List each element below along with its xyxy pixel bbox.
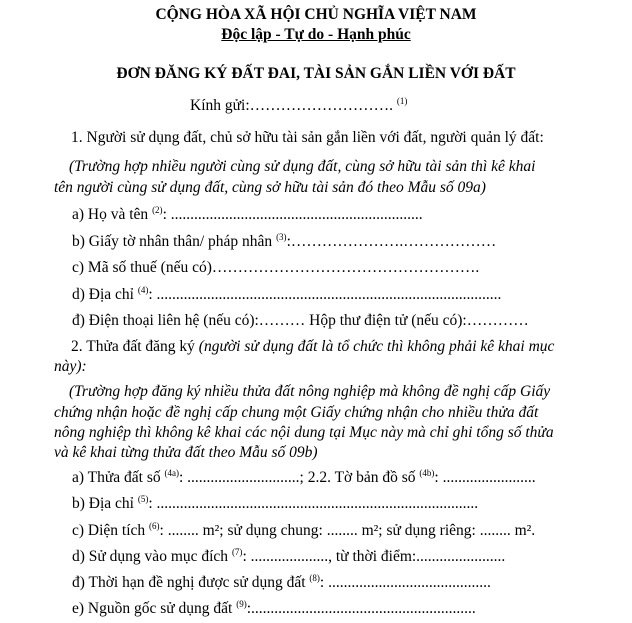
contact-field: đ) Điện thoại liên hệ (nếu có):……… Hộp thư điện tử (nếu có):………… [72,312,529,329]
area-sup: (6) [149,521,160,531]
term-label: đ) Thời hạn đề nghị được sử dụng đất [72,574,310,591]
address-fill: : ......................................................................................... [148,286,502,303]
section2-note-line4: và kê khai từng thửa đất theo Mẫu số 09b) [54,444,318,461]
id-label: b) Giấy tờ nhân thân/ pháp nhân [72,233,277,250]
tax-field: c) Mã số thuế (nếu có)……………………………………………. [72,259,480,276]
id-fill: :………………….……………… [286,233,497,250]
section2-heading-note: (người sử dụng đất là tổ chức thì không phải kê khai mục [198,338,555,355]
parcel-field [72,469,536,487]
name-fill: : ................................................................. [162,206,423,223]
map-sup: (4b) [419,468,435,478]
form-title: ĐƠN ĐĂNG KÝ ĐẤT ĐAI, TÀI SẢN GẮN LIỀN VỚI ĐẤT [116,65,516,82]
address-field [72,286,501,304]
address-sup: (4) [137,285,149,295]
purpose-label: d) Sử dụng vào mục đích [72,548,232,565]
section2-heading-note2: này): [54,358,87,375]
greeting-text: Kính gửi:………………………. [190,97,397,114]
motto: Độc lập - Tự do - Hạnh phúc [221,26,411,43]
map-fill: : ........................ [434,469,536,486]
parcel-address-label: b) Địa chỉ [72,495,138,512]
greeting-note: (1) [396,96,408,106]
name-field [72,206,423,224]
parcel-sup: (4a) [164,468,179,478]
origin-field [72,600,476,618]
section1-note-line1: (Trường hợp nhiều người cùng sử dụng đất, cùng sở hữu tài sản thì kê khai [69,158,536,175]
area-field [72,522,535,540]
name-label: a) Họ và tên [72,206,153,223]
id-sup: (3) [276,232,287,242]
origin-label: e) Nguồn gốc sử dụng đất [72,600,237,617]
section2-heading [71,338,554,356]
parcel-address-fill: : ................................................................................... [148,495,479,512]
area-fill: : ........ m²; sử dụng chung: ........ m²; sử dụng riêng: ........ m². [159,522,536,539]
origin-fill: :.......................................................... [246,600,476,617]
parcel-address-field [72,495,478,513]
purpose-field [72,548,505,566]
purpose-sup: (7) [231,547,243,557]
section2-note-line1: (Trường hợp đăng ký nhiều thửa đất nông nghiệp mà không đề nghị cấp Giấy [69,383,551,400]
name-sup: (2) [152,205,163,215]
area-label: c) Diện tích [72,522,150,539]
section2-note-line3: nông nghiệp thì không kê khai các nội dung tại Mục này mà chỉ ghi tổng số thửa [54,424,554,441]
section1-note-line2: tên người cùng sử dụng đất, cùng sở hữu tài sản đó theo Mẫu số 09a) [54,179,486,196]
section2-heading-main: 2. Thửa đất đăng ký [71,338,199,355]
purpose-fill: : ...................., từ thời điểm:....................... [242,548,506,565]
parcel-fill: : .............................; 2.2. Tờ bản đồ số [178,469,420,486]
address-label: d) Địa chỉ [72,286,138,303]
parcel-address-sup: (5) [137,494,149,504]
term-field [72,574,491,592]
id-field [72,233,496,251]
origin-sup: (9) [236,599,247,609]
country-header: CỘNG HÒA XÃ HỘI CHỦ NGHĨA VIỆT NAM [155,6,477,23]
term-fill: : .......................................... [319,574,491,591]
section1-heading: 1. Người sử dụng đất, chủ sở hữu tài sản gắn liền với đất, người quản lý đất: [71,129,544,146]
term-sup: (8) [309,573,320,583]
parcel-label: a) Thửa đất số [72,469,165,486]
motto-line [0,26,632,44]
greeting-line [190,97,407,115]
section2-note-line2: chứng nhận hoặc đề nghị cấp chung một Giấy chứng nhận cho nhiều thửa đất [54,404,539,421]
